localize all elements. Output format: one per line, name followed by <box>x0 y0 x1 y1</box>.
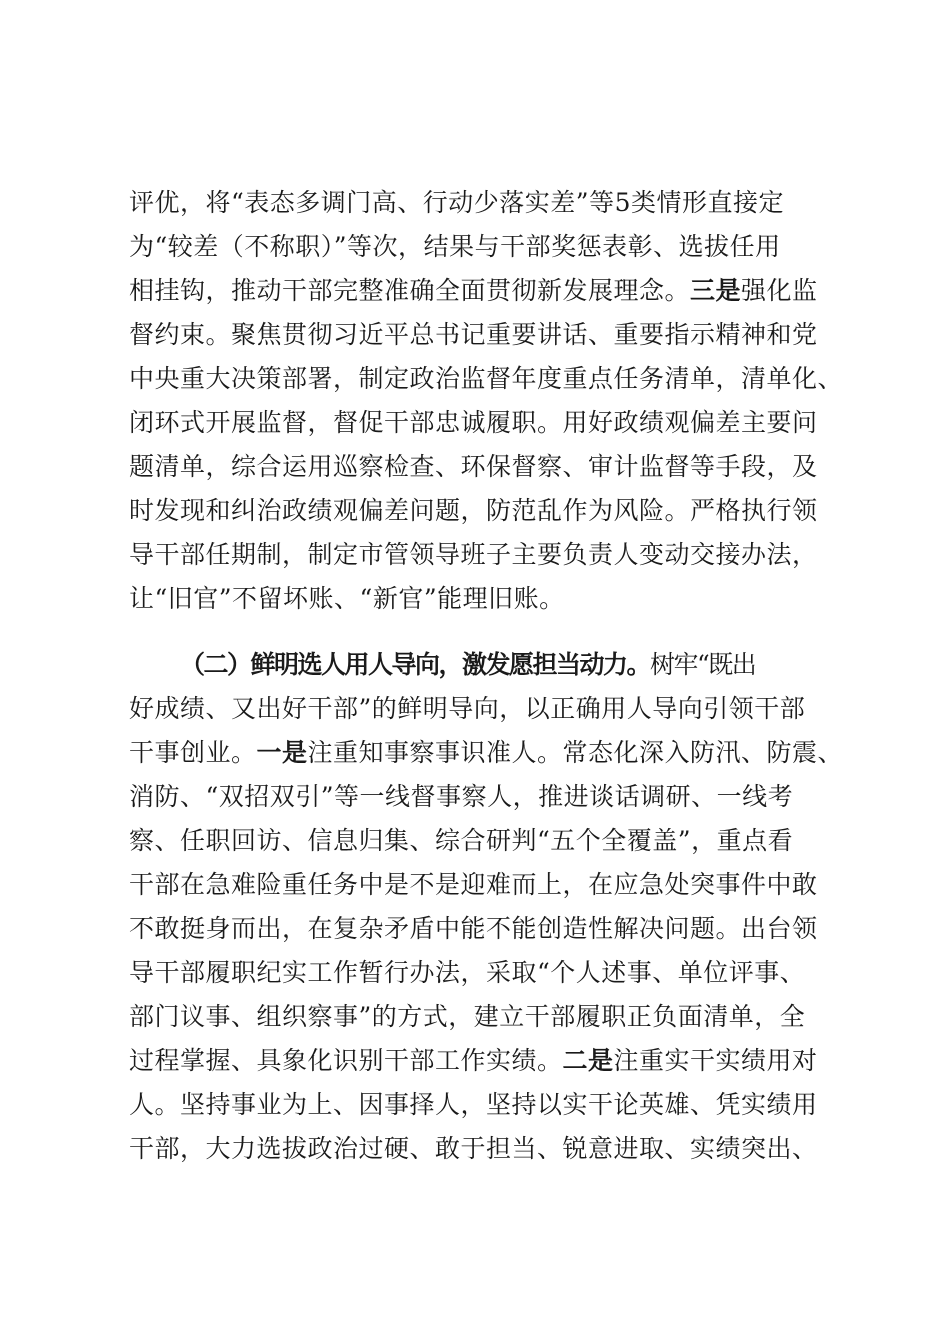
text-line <box>129 907 849 951</box>
text-run: 注重实干实绩用对 <box>613 1046 818 1075</box>
text-line <box>129 401 849 445</box>
text-line <box>129 819 849 863</box>
text-line <box>129 533 849 577</box>
text-line <box>129 181 849 225</box>
text-line <box>129 445 849 489</box>
text-run: 让“旧官”不留坏账、“新官”能理旧账。 <box>129 584 565 613</box>
text-line <box>129 995 849 1039</box>
text-line <box>129 313 849 357</box>
text-line <box>129 577 849 621</box>
text-line <box>129 731 849 775</box>
bold-marker: 一是 <box>256 738 308 767</box>
section-heading-line <box>180 643 900 687</box>
text-run: 树牢“既出 <box>650 650 756 679</box>
text-line <box>129 1083 849 1127</box>
text-line <box>129 687 849 731</box>
text-line <box>129 357 849 401</box>
text-run: 注重知事察事识准人。常态化深入防汛、防震、 <box>307 738 844 767</box>
text-run: 为“较差（不称职）”等次，结果与干部奖惩表彰、选拔任用 <box>129 232 781 261</box>
text-run: 题清单，综合运用巡察检查、环保督察、审计监督等手段，及 <box>129 452 818 481</box>
text-run: 时发现和纠治政绩观偏差问题，防范乱作为风险。严格执行领 <box>129 496 818 525</box>
text-run: 部门议事、组织察事”的方式，建立干部履职正负面清单，全 <box>129 1002 806 1031</box>
text-run: 导干部履职纪实工作暂行办法，采取“个人述事、单位评事、 <box>129 958 806 987</box>
text-run: 相挂钩，推动干部完整准确全面贯彻新发展理念。 <box>129 276 691 305</box>
text-run: 消防、“双招双引”等一线督事察人，推进谈话调研、一线考 <box>129 782 794 811</box>
text-run: 察、任职回访、信息归集、综合研判“五个全覆盖”，重点看 <box>129 826 794 855</box>
text-line <box>129 775 849 819</box>
text-run: 干部在急难险重任务中是不是迎难而上，在应急处突事件中敢 <box>129 870 818 899</box>
text-line <box>129 225 849 269</box>
text-line <box>129 269 849 313</box>
text-run: 过程掌握、具象化识别干部工作实绩。 <box>129 1046 563 1075</box>
bold-marker: 二是 <box>562 1046 614 1075</box>
text-line <box>129 489 849 533</box>
text-line <box>129 863 849 907</box>
text-run: 好成绩、又出好干部”的鲜明导向，以正确用人导向引领干部 <box>129 694 806 723</box>
text-run: 干部，大力选拔政治过硬、敢于担当、锐意进取、实绩突出、 <box>129 1134 818 1163</box>
text-run: 强化监 <box>741 276 818 305</box>
text-run: 中央重大决策部署，制定政治监督年度重点任务清单，清单化、 <box>129 364 844 393</box>
text-run: 导干部任期制，制定市管领导班子主要负责人变动交接办法， <box>129 540 818 569</box>
text-run: 不敢挺身而出，在复杂矛盾中能不能创造性解决问题。出台领 <box>129 914 818 943</box>
text-line <box>129 1039 849 1083</box>
bold-marker: 三是 <box>690 276 742 305</box>
text-run: 评优，将“表态多调门高、行动少落实差”等5类情形直接定 <box>129 188 784 217</box>
text-run: 督约束。聚焦贯彻习近平总书记重要讲话、重要指示精神和党 <box>129 320 818 349</box>
text-run: 人。坚持事业为上、因事择人，坚持以实干论英雄、凭实绩用 <box>129 1090 818 1119</box>
section-heading: （二）鲜明选人用人导向，激发愿担当动力。 <box>180 650 651 679</box>
text-line <box>129 1127 849 1171</box>
text-run: 干事创业。 <box>129 738 257 767</box>
text-line <box>129 951 849 995</box>
text-run: 闭环式开展监督，督促干部忠诚履职。用好政绩观偏差主要问 <box>129 408 818 437</box>
